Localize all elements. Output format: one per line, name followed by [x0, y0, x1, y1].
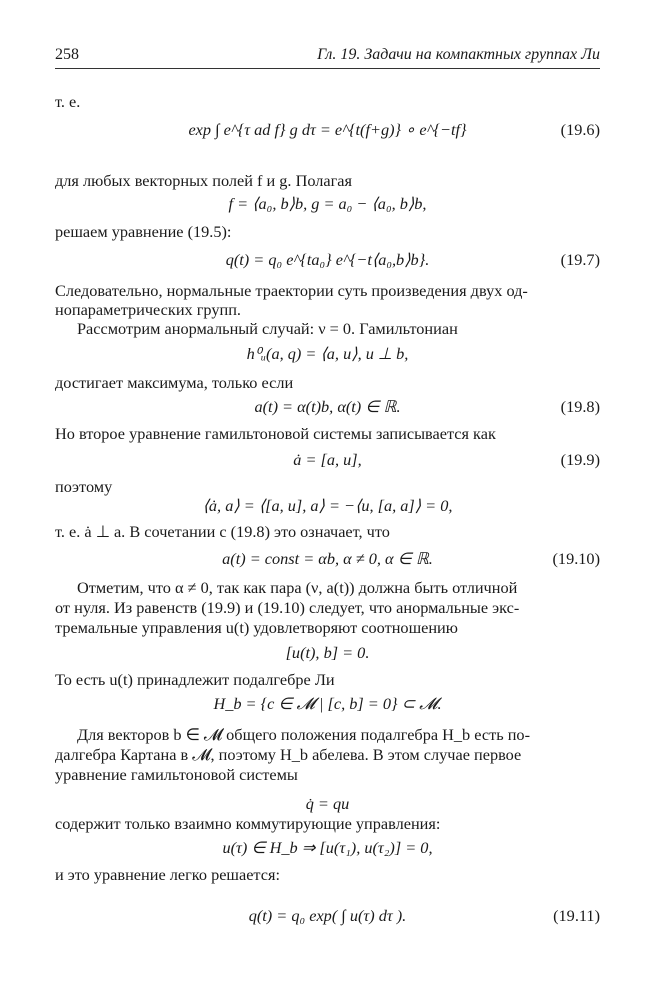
text-line: Рассмотрим анормальный случай: ν = 0. Гамильтониан — [77, 319, 458, 338]
page-number: 258 — [55, 46, 79, 63]
equation-formula: q̇ = qu — [305, 794, 350, 813]
equation-formula: f = ⟨a₀, b⟩b, g = a₀ − ⟨a₀, b⟩b, — [228, 194, 427, 213]
text-line: и это уравнение легко решается: — [55, 865, 280, 884]
equation-formula: H_b = {c ∈ 𝓜 | [c, b] = 0} ⊂ 𝓜. — [213, 694, 442, 713]
running-title: Гл. 19. Задачи на компактных группах Ли — [317, 46, 600, 63]
text-line: достигает максимума, только если — [55, 373, 294, 392]
equation-formula: q(t) = q₀ exp( ∫ u(τ) dτ ). — [248, 906, 407, 925]
equation-number: (19.8) — [560, 397, 600, 416]
text-line: Для векторов b ∈ 𝓜 общего положения подалгебра H_b есть по- — [77, 725, 530, 744]
equation-formula: [u(t), b] = 0. — [285, 643, 370, 662]
equation-formula: ȧ = [a, u], — [293, 450, 362, 469]
equation-formula: h⁰ᵤ(a, q) = ⟨a, u⟩, u ⊥ b, — [246, 344, 409, 363]
equation-formula: a(t) = const = αb, α ≠ 0, α ∈ ℝ. — [222, 549, 433, 568]
equation-formula: exp ∫ e^{τ ad f} g dτ = e^{t(f+g)} ∘ e^{−tf} — [188, 120, 467, 139]
text-line: Следовательно, нормальные траектории суть произведения двух од- — [55, 281, 528, 300]
equation-formula: u(τ) ∈ H_b ⇒ [u(τ₁), u(τ₂)] = 0, — [222, 838, 433, 857]
equation-number: (19.10) — [552, 549, 600, 568]
text-line: т. е. ȧ ⊥ a. В сочетании с (19.8) это означает, что — [55, 522, 390, 541]
equation-number: (19.6) — [560, 120, 600, 139]
book-page — [55, 0, 600, 1000]
text-line: уравнение гамильтоновой системы — [55, 765, 298, 784]
running-header — [55, 44, 600, 69]
text-line: содержит только взаимно коммутирующие управления: — [55, 814, 441, 833]
text-line: нопараметрических групп. — [55, 300, 241, 319]
text-line: решаем уравнение (19.5): — [55, 222, 232, 241]
text-line: тремальные управления u(t) удовлетворяют соотношению — [55, 618, 458, 637]
equation-number: (19.7) — [560, 250, 600, 269]
text-line: для любых векторных полей f и g. Полагая — [55, 171, 353, 190]
text-line: Отметим, что α ≠ 0, так как пара (ν, a(t)) должна быть отличной — [77, 578, 518, 597]
text-line: далгебра Картана в 𝓜, поэтому H_b абелева. В этом случае первое — [55, 745, 522, 764]
text-line: поэтому — [55, 477, 113, 496]
text-line: т. е. — [55, 92, 81, 111]
equation-formula: q(t) = q₀ e^{ta₀} e^{−t⟨a₀,b⟩b}. — [225, 250, 430, 269]
equation-formula: a(t) = α(t)b, α(t) ∈ ℝ. — [254, 397, 401, 416]
text-line: То есть u(t) принадлежит подалгебре Ли — [55, 670, 335, 689]
text-line: Но второе уравнение гамильтоновой системы записывается как — [55, 424, 496, 443]
equation-number: (19.9) — [560, 450, 600, 469]
equation-formula: ⟨ȧ, a⟩ = ⟨[a, u], a⟩ = −⟨u, [a, a]⟩ = 0, — [202, 496, 453, 515]
text-line: от нуля. Из равенств (19.9) и (19.10) следует, что анормальные экс- — [55, 598, 520, 617]
equation-number: (19.11) — [553, 906, 600, 925]
